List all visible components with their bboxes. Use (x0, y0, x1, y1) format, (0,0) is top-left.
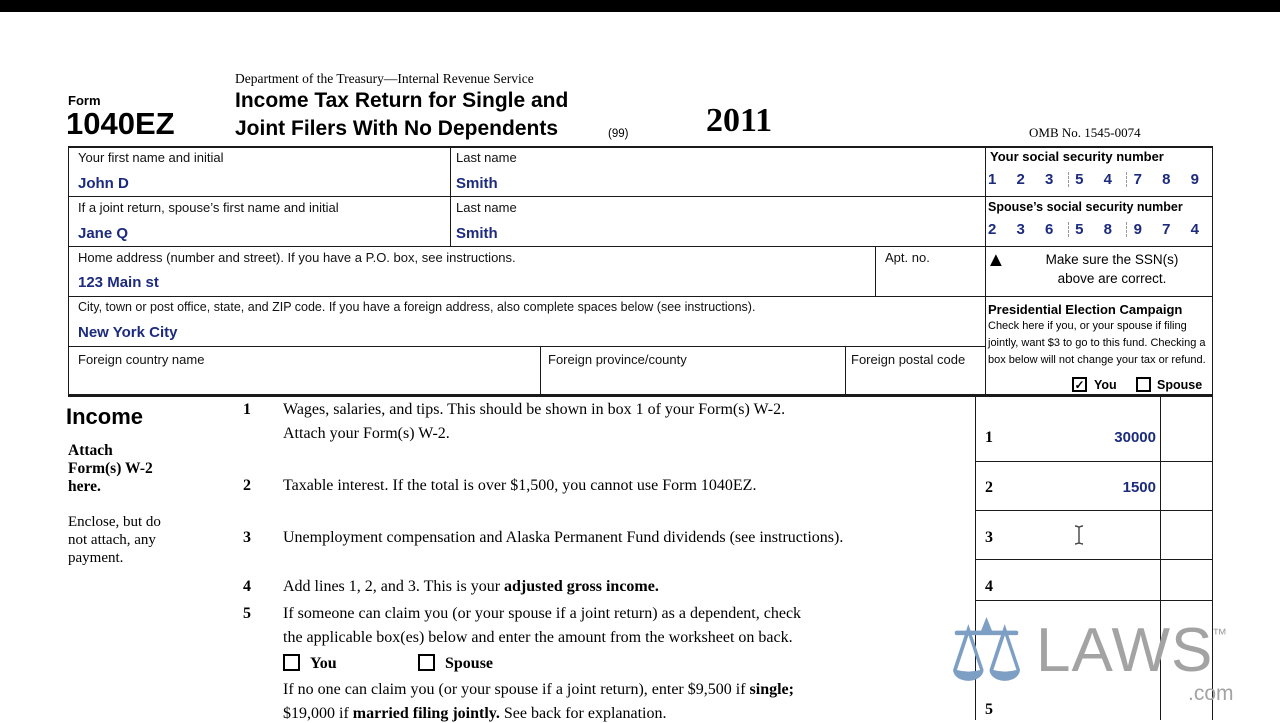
line5-spouse-label: Spouse (445, 655, 494, 672)
spouse-first-name-field[interactable]: Jane Q (78, 225, 129, 242)
ssn-group: 7 8 9 (1133, 171, 1207, 188)
line4-right-number: 4 (985, 578, 993, 595)
enclose-note-line3: payment. (68, 550, 124, 566)
first-name-label: Your first name and initial (78, 150, 224, 165)
home-address-field[interactable]: 123 Main st (78, 274, 159, 291)
scales-of-justice-icon: ⚖ (948, 603, 1026, 699)
line4-text (283, 578, 659, 596)
your-ssn-label: Your social security number (990, 149, 1164, 164)
pec-spouse-label: Spouse (1157, 378, 1203, 392)
rule-foreign-divider2 (845, 346, 846, 397)
line4-text-regular: Add lines 1, 2, and 3. This is your (283, 578, 505, 595)
form-label: Form (68, 93, 101, 108)
ssn-group: 2 3 6 (988, 221, 1062, 238)
apt-label: Apt. no. (885, 250, 930, 265)
line5-note2 (283, 705, 667, 723)
line2-number: 2 (243, 477, 251, 494)
attach-note-line3: here. (68, 478, 101, 495)
rule-header-bottom (68, 394, 1212, 397)
rule-row2 (68, 246, 1212, 247)
rule-line4-amount (975, 600, 1212, 601)
rule-line2-amount (975, 510, 1212, 511)
line3-number: 3 (243, 529, 251, 546)
rule-top (68, 146, 1212, 148)
ssn-group: 1 2 3 (988, 171, 1062, 188)
your-ssn-field[interactable] (988, 171, 1207, 188)
line3-text: Unemployment compensation and Alaska Permanent Fund dividends (see instructions). (283, 529, 844, 546)
income-section-heading: Income (66, 404, 144, 429)
rule-row1 (68, 196, 1212, 197)
line1-amount-field[interactable]: 30000 (1114, 429, 1156, 446)
pec-you-label: You (1094, 378, 1117, 392)
line4-text-bold: adjusted gross income. (504, 578, 659, 595)
rule-line3-amount (975, 559, 1212, 560)
laws-brand-text: LAWS (1036, 616, 1214, 685)
line5-note2-bold: married filing jointly. (352, 705, 500, 722)
rule-row3 (68, 296, 1212, 297)
line4-number: 4 (243, 578, 251, 595)
rule-apt-divider (875, 246, 876, 296)
spouse-first-name-label: If a joint return, spouse’s first name and initial (78, 200, 339, 215)
line5-number: 5 (243, 605, 251, 622)
agency-line: Department of the Treasury—Internal Revenue Service (235, 71, 534, 86)
pec-body: Check here if you, or your spouse if filing jointly, want $3 to go to this fund. Checking a box below will not change your tax or refund. (988, 320, 1206, 367)
line5-you-checkbox[interactable] (283, 654, 300, 671)
rule-left-edge (68, 146, 69, 397)
line5-note1 (283, 681, 794, 699)
rule-ssn-panel-divider (985, 146, 986, 397)
line5-note2-regular2: See back for explanation. (499, 705, 667, 722)
rule-foreign-divider1 (540, 346, 541, 397)
pec-title: Presidential Election Campaign (988, 302, 1183, 317)
first-name-field[interactable]: John D (78, 175, 129, 192)
top-black-bar (0, 0, 1280, 12)
line5-note2-regular1: $19,000 if (283, 705, 353, 722)
spouse-last-name-label: Last name (456, 200, 517, 215)
last-name-label: Last name (456, 150, 517, 165)
last-name-field[interactable]: Smith (456, 175, 498, 192)
line1-right-number: 1 (985, 429, 993, 446)
ibeam-cursor-icon (1073, 524, 1085, 551)
form-title-line2: Joint Filers With No Dependents (235, 117, 558, 140)
spouse-last-name-field[interactable]: Smith (456, 225, 498, 242)
rule-line1-amount (975, 461, 1212, 462)
title-suffix: (99) (608, 128, 629, 140)
home-address-label: Home address (number and street). If you have a P.O. box, see instructions. (78, 250, 516, 265)
form-title-line1: Income Tax Return for Single and (235, 89, 569, 112)
line5-right-number: 5 (985, 701, 993, 718)
enclose-note-line2: not attach, any (68, 532, 156, 548)
line5-note1-bold: single; (749, 681, 794, 698)
ssn-separator (1126, 222, 1127, 237)
city-field[interactable]: New York City (78, 324, 178, 341)
ssn-warning-triangle-icon: ▲ (986, 249, 1006, 271)
ssn-separator (1068, 172, 1069, 187)
ssn-note-line2: above are correct. (1057, 271, 1167, 286)
laws-com-suffix: .com (1188, 682, 1234, 705)
tax-year: 2011 (706, 102, 773, 139)
foreign-province-label: Foreign province/county (548, 352, 687, 367)
line1-text1: Wages, salaries, and tips. This should be shown in box 1 of your Form(s) W-2. (283, 401, 786, 418)
ssn-separator (1126, 172, 1127, 187)
spouse-ssn-field[interactable] (988, 221, 1207, 238)
line5-spouse-checkbox[interactable] (418, 654, 435, 671)
ssn-group: 5 8 (1075, 221, 1120, 238)
line2-amount-field[interactable]: 1500 (1122, 479, 1156, 496)
foreign-postal-label: Foreign postal code (851, 352, 966, 367)
rule-name-divider (450, 146, 451, 246)
line3-right-number: 3 (985, 529, 993, 546)
line5-text1: If someone can claim you (or your spouse if a joint return) as a dependent, check (283, 605, 802, 622)
enclose-note-line1: Enclose, but do (68, 514, 161, 530)
line5-you-label: You (310, 655, 337, 672)
ssn-separator (1068, 222, 1069, 237)
foreign-country-label: Foreign country name (78, 352, 205, 367)
line2-text: Taxable interest. If the total is over $1,500, you cannot use Form 1040EZ. (283, 477, 757, 494)
laws-trademark-symbol: ™ (1212, 626, 1227, 643)
form-number: 1040EZ (66, 106, 175, 141)
line2-right-number: 2 (985, 479, 993, 496)
ssn-group: 9 7 4 (1133, 221, 1207, 238)
spouse-ssn-label: Spouse’s social security number (988, 200, 1183, 214)
omb-number: OMB No. 1545-0074 (1029, 125, 1141, 140)
line5-text2: the applicable box(es) below and enter the amount from the worksheet on back. (283, 629, 793, 646)
attach-note-line1: Attach (68, 442, 113, 459)
ssn-group: 5 4 (1075, 171, 1120, 188)
rule-row4 (68, 346, 985, 347)
ssn-note-line1: Make sure the SSN(s) (1045, 252, 1179, 267)
check-icon: ✓ (1074, 377, 1085, 392)
line5-note1-regular: If no one can claim you (or your spouse if a joint return), enter $9,500 if (283, 681, 750, 698)
city-label: City, town or post office, state, and ZIP code. If you have a foreign address, also complete spaces below (see instructions). (78, 300, 756, 314)
pec-spouse-checkbox[interactable] (1136, 377, 1151, 392)
line1-text2: Attach your Form(s) W-2. (283, 425, 450, 442)
pec-you-checkbox[interactable] (1072, 377, 1087, 392)
attach-note-line2: Form(s) W-2 (68, 460, 153, 477)
line1-number: 1 (243, 401, 251, 418)
